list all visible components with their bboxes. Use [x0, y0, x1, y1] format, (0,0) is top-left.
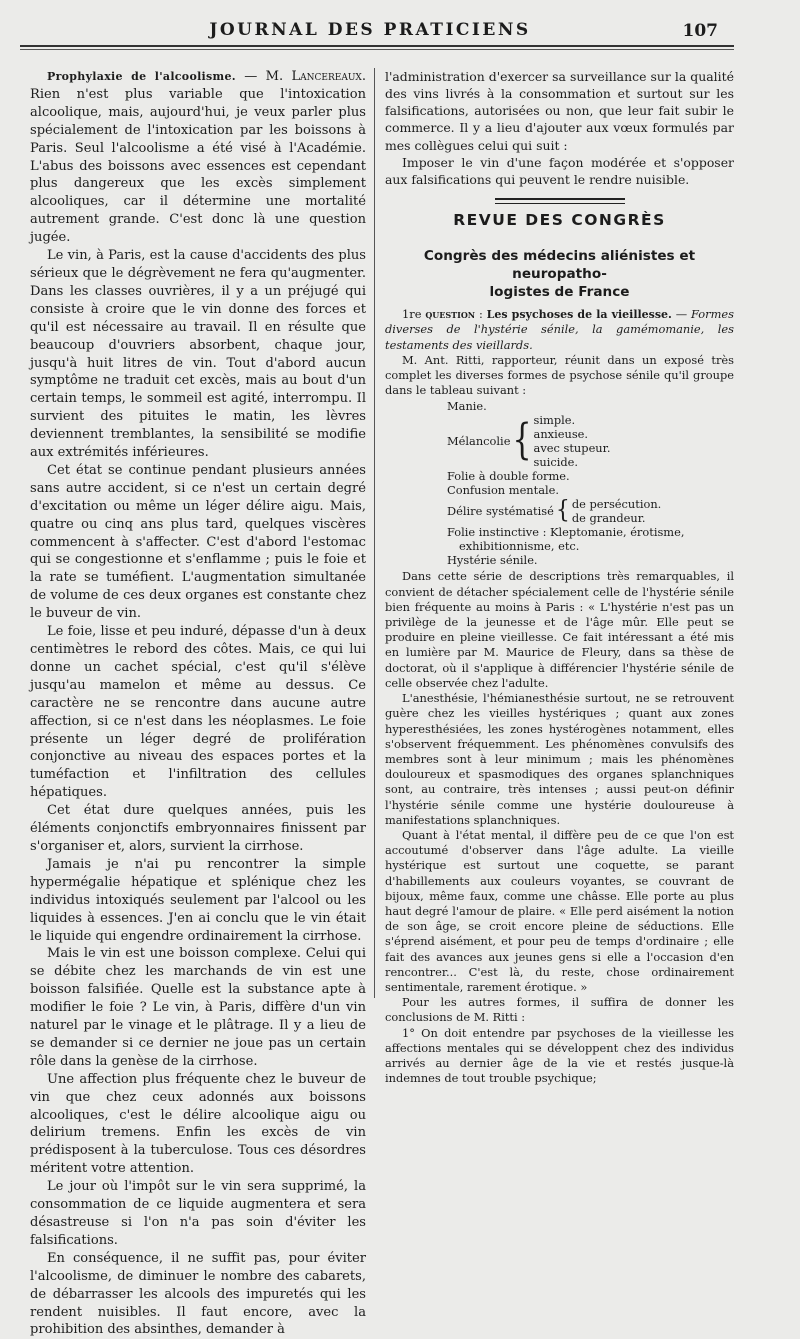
journal-title: JOURNAL DES PRATICIENS: [209, 20, 531, 40]
paragraph: L'anesthésie, l'hémianesthésie surtout, ne se retrouvent guère chez les vieilles hystériques ; quant aux zones hyperesthésiées, les zones hystérogènes notamment, elles s'observent fréquemment. Les phénomènes convulsifs des membres sont à leur minimum ; mais les phénomènes douloureux et spasmodiques des organes splanchniques sont, au contraire, très intenses ; aussi peut-on définir l'hystérie sénile comme une hystérie douloureuse à manifestations splanchniques.: [385, 691, 734, 827]
paragraph: Cet état se continue pendant plusieurs années sans autre accident, si ce n'est un certain degré d'excitation ou même un léger délire aigu. Mais, quatre ou cinq ans plus tard, quelques viscères commencent à s'affecter. C'est d'abord l'estomac qui se congestionne et s'enflamme ; puis le foie et la rate se tuméfient. L'augmentation simultanée de volume de ces deux organes est constante chez le buveur de vin.: [30, 462, 366, 622]
delire-forms: de persécution. de grandeur.: [571, 497, 662, 526]
congress-title: Congrès des médecins aliénistes et neuropatho- logistes de France: [423, 248, 696, 301]
paragraph: Jamais je n'ai pu rencontrer la simple hypermégalie hépatique et splénique chez les individus intoxiqués seulement par l'alcool ou les liquides à essences. J'en ai conclu que le vin était le liquide qui engendre ordinairement la cirrhose.: [30, 856, 366, 944]
right-column: [385, 68, 734, 1086]
paragraph: Cet état dure quelques années, puis les éléments conjonctifs embryonnaires finissent par s'organiser et, alors, survient la cirrhose.: [30, 803, 366, 854]
psychoses-table: Manie. Mélancolie { simple. anxieuse. avec stupeur. suicide. Folie à double forme. Confusion mentale. Délire systématisé { de persécution. de grandeur. Folie instinctive : Kleptomanie, érotisme, exhibitionnisme, etc. Hystérie sénile.: [447, 399, 685, 568]
brace: {: [555, 497, 570, 525]
paragraph: Le foie, lisse et peu induré, dépasse d'un à deux centimètres le rebord des côtes. Mais, ce qui lui donne un cachet spécial, c'est qu'il s'élève jusqu'au mamelon et même au dessus. Ce caractère ne se rencontre dans aucune autre affection, si ce n'est dans les néoplasmes. Le foie présente un léger degré de prolifération conjonctive au niveau des espaces portes et la tuméfaction et l'infiltration des cellules hépatiques.: [30, 624, 366, 801]
page-header: [0, 0, 800, 50]
header-rule: [20, 45, 734, 50]
paragraph: Prophylaxie de l'alcoolisme. — M. Lancereaux. Rien n'est plus variable que l'intoxication alcoolique, mais, aujourd'hui, je veux parler plus spécialement de l'intoxication par les boissons à Paris. Seul l'alcoolisme a été visé à l'Académie. L'abus des boissons avec essences est cependant plus dangereux que les excès simplement alcooliques, car il détermine une mortalité autrement grande. C'est donc là une question jugée.: [30, 69, 366, 246]
paragraph: l'administration d'exercer sa surveillance sur la qualité des vins livrés à la consommation et surtout sur les falsifications, autorisées ou non, que leur fait subir le commerce. Il y a lieu d'ajouter aux vœux formulés par mes collègues celui qui suit :: [385, 69, 734, 153]
paragraph: Le jour où l'impôt sur le vin sera supprimé, la consommation de ce liquide augmentera et sera désastreuse si l'on n'a pas soin d'éviter les falsifications.: [30, 1179, 366, 1248]
paragraph: Quant à l'état mental, il diffère peu de ce que l'on est accoutumé d'observer dans l'âge adulte. La vieille hystérique est surtout une coquette, se parant d'habillements aux couleurs voyantes, se couvrant de bijoux, même faux, comme une châsse. Elle porte au plus haut degré l'amour de plaire. « Elle perd aisément la notion de son âge, se croit encore pleine de séductions. Elle s'éprend aisément, et pour peu de temps d'ordinaire ; elle fait des avances aux jeunes gens si elle a l'occasion d'en rencontrer... C'est là, du reste, chose ordinairement sentimentale, rarement érotique. »: [385, 827, 734, 994]
paragraph: Mais le vin est une boisson complexe. Celui qui se débite chez les marchands de vin est une boisson falsifiée. Quelle est la substance apte à modifier le foie ? Le vin, à Paris, diffère d'un vin naturel par le vinage et le plâtrage. Il y a lieu de se demander si ce dernier ne joue pas un certain rôle dans la genèse de la cirrhose.: [30, 946, 366, 1069]
author-name: Lancereaux: [291, 69, 362, 84]
paragraph: 1° On doit entendre par psychoses de la vieillesse les affections mentales qui se développent chez des individus arrivés au dernier âge de la vie et restés jusque-là indemnes de tout trouble psychique;: [385, 1025, 734, 1086]
page-number: 107: [682, 21, 718, 41]
left-column: [30, 68, 366, 1339]
brace: {: [512, 416, 532, 466]
paragraph: Imposer le vin d'une façon modérée et s'opposer aux falsifications qui peuvent le rendre nuisible.: [385, 154, 734, 187]
paragraph: Une affection plus fréquente chez le buveur de vin que chez ceux adonnés aux boissons alcooliques, c'est le délire alcoolique aigu ou delirium tremens. Enfin les excès de vin prédisposent à la tuberculose. Tous ces désordres méritent votre attention.: [30, 1071, 366, 1177]
section-rule: [495, 198, 625, 204]
column-divider: [374, 68, 375, 998]
paragraph: En conséquence, il ne suffit pas, pour éviter l'alcoolisme, de diminuer le nombre des cabarets, de débarrasser les alcools des impuretés qui les rendent nuisibles. Il faut encore, avec la prohibition des absinthes, demander à: [30, 1250, 366, 1338]
paragraph: Dans cette série de descriptions très remarquables, il convient de détacher spécialement celle de l'hystérie sénile bien fréquente au moins à Paris : « L'hystérie n'est pas un privilège de la jeunesse et de l'âge mûr. Elle peut se produire en pleine vieillesse. Ce fait intéressant a été mis en lumière par M. Maurice de Fleury, dans sa thèse de doctorat, où il s'applique à différencier l'hystérie sénile de celle observée chez l'adulte.: [385, 569, 734, 690]
article-runhead: Prophylaxie de l'alcoolisme.: [47, 70, 236, 83]
section-title: REVUE DES CONGRÈS: [453, 211, 666, 230]
melancholia-forms: simple. anxieuse. avec stupeur. suicide.: [533, 413, 611, 470]
paragraph: M. Ant. Ritti, rapporteur, réunit dans un exposé très complet les diverses formes de psychose sénile qu'il groupe dans le tableau suivant :: [385, 352, 734, 398]
paragraph: Le vin, à Paris, est la cause d'accidents des plus sérieux que le dégrèvement ne fera qu'augmenter. Dans les classes ouvrières, il y a un préjugé qui consiste à croire que le vin donne des forces et qu'il est nécessaire au travail. Il en résulte que beaucoup d'ouvriers absorbent, chaque jour, jusqu'à huit litres de vin. Tout d'abord aucun symptôme ne traduit cet excès, mais au bout d'un certain temps, le sommeil est agité, interrompu. Il survient des pituites le matin, les lèvres deviennent tremblantes, la sensibilité se modifie aux extrémités inférieures.: [30, 248, 366, 461]
paragraph: Pour les autres formes, il suffira de donner les conclusions de M. Ritti :: [385, 995, 734, 1025]
question-heading: 1re question : Les psychoses de la vieillesse. — Formes diverses de l'hystérie sénile, la gamémomanie, les testaments des vieillards.: [385, 307, 734, 352]
